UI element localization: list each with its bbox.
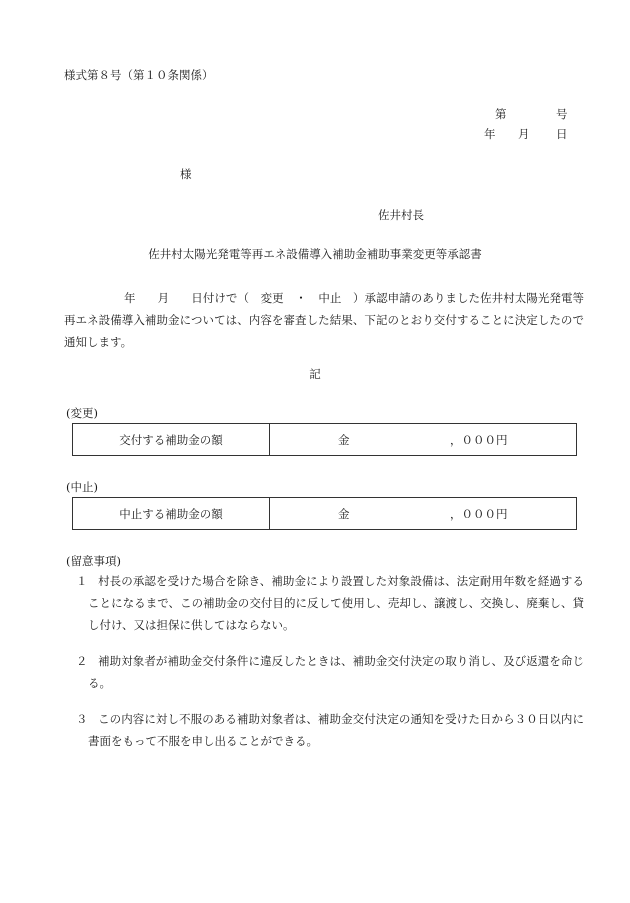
change-amount-table <box>72 423 577 456</box>
cancel-amount: ，０００円 <box>450 507 508 521</box>
body-paragraph <box>64 287 584 353</box>
note-item <box>76 708 584 752</box>
body-text: 日付けで（ 変更 ・ 中止 ）承認申請のありました佐井村太陽光発電等再エネ設備導入補助金については、内容を審査した結果、下記のとおり交付することに決定したので通知します。 <box>64 291 585 349</box>
change-amount: ，０００円 <box>450 433 508 447</box>
cancel-row-label: 中止する補助金の額 <box>73 498 270 530</box>
document-title: 佐井村太陽光発電等再エネ設備導入補助金補助事業変更等承認書 <box>148 247 482 261</box>
ki-heading: 記 <box>309 367 321 381</box>
note-item <box>76 570 584 636</box>
change-label: (変更) <box>66 406 98 420</box>
sender-name: 佐井村長 <box>378 208 424 222</box>
note-number: ２ <box>76 654 88 668</box>
body-year: 年 <box>124 291 136 305</box>
cancel-amount-table <box>72 497 577 530</box>
cancel-amount-cell <box>270 498 577 530</box>
recipient-honorific: 様 <box>180 167 192 181</box>
doc-number-suffix: 号 <box>556 107 568 121</box>
note-item <box>76 650 584 694</box>
change-currency-prefix: 金 <box>338 433 350 447</box>
date-year: 年 <box>484 127 496 141</box>
date-day: 日 <box>556 127 568 141</box>
cancel-currency-prefix: 金 <box>338 507 350 521</box>
change-row-label: 交付する補助金の額 <box>73 424 270 456</box>
form-number: 様式第８号（第１０条関係） <box>64 68 214 82</box>
note-number: ３ <box>76 712 88 726</box>
change-amount-cell <box>270 424 577 456</box>
note-number: １ <box>76 574 88 588</box>
doc-number-prefix: 第 <box>495 107 507 121</box>
body-month: 月 <box>157 291 170 305</box>
note-text: 村長の承認を受けた場合を除き、補助金により設置した対象設備は、法定耐用年数を経過することになるまで、この補助金の交付目的に反して使用し、売却し、譲渡し、交換し、廃棄し、貸し付け、又は担保に供してはならない。 <box>88 574 584 632</box>
note-text: 補助対象者が補助金交付条件に違反したときは、補助金交付決定の取り消し、及び返還を命じる。 <box>88 654 584 690</box>
note-text: この内容に対し不服のある補助対象者は、補助金交付決定の通知を受けた日から３０日以内に書面をもって不服を申し出ることができる。 <box>88 712 584 748</box>
cancel-label: (中止) <box>66 480 98 494</box>
notes-heading: (留意事項) <box>66 554 121 568</box>
date-month: 月 <box>518 127 530 141</box>
